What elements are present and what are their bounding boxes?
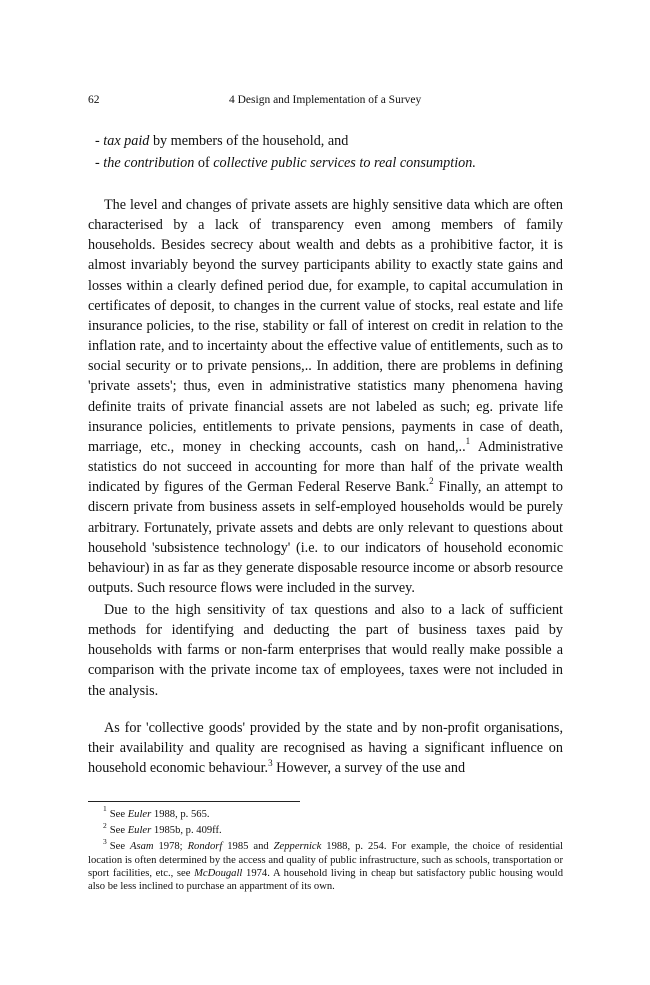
page-number: 62 [88,94,100,106]
footnote-number: 2 [103,820,107,830]
footnote-text: 1988, p. 565. [151,809,210,820]
bullet-dash: - [95,133,104,149]
footnote-number: 3 [103,836,107,846]
bullet-text: of [194,155,214,171]
footnote-1 [88,804,563,821]
running-head [88,94,563,110]
footnote-text: See [109,841,130,853]
footnote-divider [88,801,300,802]
footnote-2 [88,820,563,837]
paragraph-text: The level and changes of private assets are highly sensitive data which are often characterised by a lack of transparency even among members of family households. Besides secrecy about wealth and debts as a prohibitive factor, it is almost invariably beyond the survey participants ability to exactly state gains and losses within a clearly defined period due, for example, to capital accumulation in certificates of deposit, to changes in the current value of stocks, real estate and life insurance policies, to the rise, stability or fall of interest on credit in relation to the inflation rate, and to incertainty about the effective value of entitlements, such as to social security or to private pensions,.. In addition, there are problems in defining 'private assets'; thus, even in administrative statistics many phenomena having definite traits of private financial assets are not labeled as such; eg. private life insurance policies, entitlements to private pensions, payments in case of death, marriage, etc., money in checking accounts, cash on hand,.. [88,197,563,455]
paragraph-collective-goods [88,718,563,778]
footnote-ref[interactable]: 1 [465,436,471,447]
chapter-title: 4 Design and Implementation of a Survey [229,94,422,106]
bullet-item [95,130,565,152]
footnote-text: See [109,809,128,820]
footnote-number: 1 [103,804,107,814]
footnote-text: 1988, p. 254. For example, the choice of residential location is often determined by the access and quality of public infrastructure, such as schools, transportation or sport facilities, etc., see [88,841,563,879]
footnote-text: 1985b, p. 409ff. [151,825,222,837]
footnote-text: 1974. A household living in cheap but satisfactory public housing would also be less inclined to purchase an appartment of its own. [88,867,563,893]
footnote-ref[interactable]: 3 [268,757,273,768]
emphasis-text: collective public services to real consumption. [213,155,476,171]
author-name: McDougall [194,867,243,879]
bullet-text: by members of the household, and [149,133,349,149]
emphasis-text: the contribution [103,155,195,171]
footnote-text: 1978; [153,841,188,853]
bullet-dash: - [95,155,104,171]
paragraph-text: However, a survey of the use and [272,760,466,777]
bullet-item [95,152,565,174]
emphasis-text: tax paid [103,133,150,149]
author-name: Zeppernick [273,841,322,853]
footnote-text: 1985 and [222,841,274,853]
footnote-ref[interactable]: 2 [429,476,434,487]
author-name: Euler [127,809,152,820]
bullet-list [95,130,565,174]
footnote-3 [88,836,563,893]
paragraph-tax-questions: Due to the high sensitivity of tax questions and also to a lack of sufficient methods for identifying and deducting the part of business taxes paid by households with farms or non-farm enterprises that would really make possible a comparison with the private income tax of employees, taxes were not included in the analysis. [88,602,563,699]
footnotes [88,804,563,893]
author-name: Euler [127,825,152,837]
footnote-text: See [109,825,128,837]
author-name: Rondorf [187,841,223,853]
paragraph-private-assets [88,195,563,598]
paragraph-text: Finally, an attempt to discern private from business assets in self-employed households would be purely arbitrary. Fortunately, private assets and debts are only relevant to questions about household 'subsistence technology' (i.e. to our indicators of household economic behaviour) in as far as they generate disposable resource income or absorb resource outputs. Such resource flows were included in the survey. [88,479,563,596]
paragraph-text: As for 'collective goods' provided by the state and by non-profit organisations, their availability and quality are recognised as having a significant influence on household economic behaviour. [88,720,563,777]
paragraph-text: Administrative statistics do not succeed in accounting for more than half of the private wealth indicated by figures of the German Federal Reserve Bank. [88,438,563,496]
author-name: Asam [130,841,154,853]
